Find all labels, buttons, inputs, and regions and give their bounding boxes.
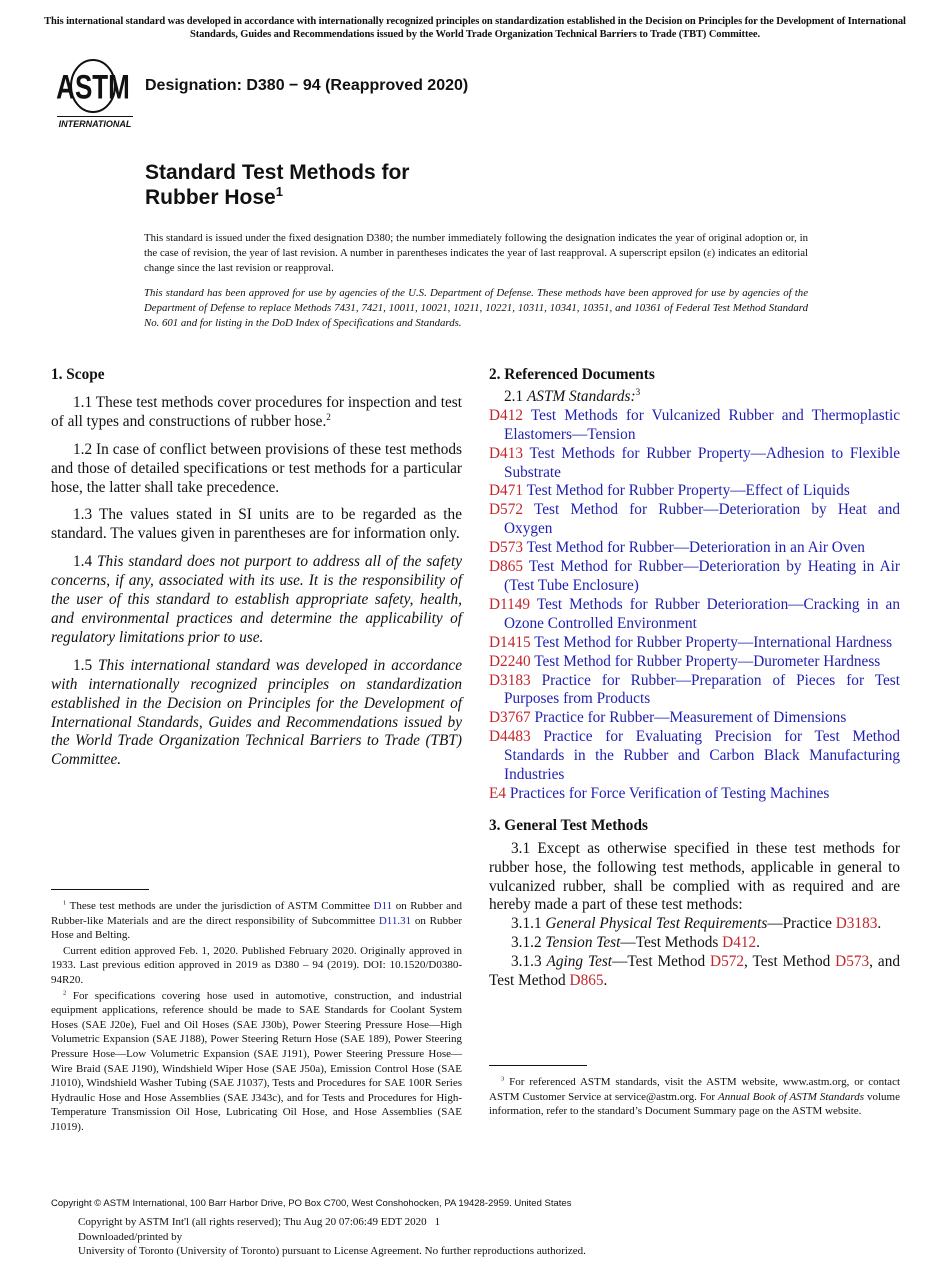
- reference-code[interactable]: D572: [489, 501, 523, 519]
- para-1-3: 1.3 The values stated in SI units are to be regarded as the standard. The values given in parentheses are for information only.: [51, 506, 462, 543]
- footnote-ref-2[interactable]: 2: [326, 411, 331, 422]
- designation: Designation: D380 − 94 (Reapproved 2020): [145, 77, 469, 94]
- preamble-dod: This standard has been approved for use by agencies of the U.S. Department of Defense. These methods have been approved for use by agencies of the Department of Defense to replace Methods 7431, 7421, 10011, 10021, 10211, 10221, 10311, 10341, 10351, and 10361 of Federal Test Method Standard No. 601 and for listing in the DoD Index of Specifications and Standards.: [144, 287, 808, 329]
- reference-code[interactable]: D2240: [489, 652, 531, 670]
- reference-code[interactable]: E4: [489, 784, 506, 802]
- page-number: 1: [434, 1216, 441, 1228]
- preamble-issued: This standard is issued under the fixed designation D380; the number immediately following the designation indicates the year of original adoption or, in the case of revision, the year of last revision. A number in parentheses indicates the year of last reapproval. A superscript epsilon (ε) indicates an editorial change since the last revision or reapproval.: [144, 232, 808, 274]
- para-3-1-1: 3.1.1 General Physical Test Requirements—Practice D3183.: [511, 915, 882, 933]
- title-footnote-ref[interactable]: 1: [275, 184, 283, 199]
- reference-code[interactable]: D3183: [489, 671, 531, 689]
- reference-item[interactable]: [489, 634, 900, 653]
- para-1-1: 1.1 These test methods cover procedures for inspection and test of all types and constructions of rubber hose.$^2$: [51, 393, 462, 430]
- reference-title[interactable]: Test Method for Rubber—Deterioration in an Air Oven: [526, 539, 865, 557]
- footnote-1: $^1$ These test methods are under the jurisdiction of ASTM Committee D11 on Rubber and Rubber-like Materials and are the direct responsibility of Subcommittee D11.31 on Rubber Hose and Belting.: [51, 899, 463, 942]
- reference-item[interactable]: [489, 709, 900, 728]
- footnote-divider-right: [489, 1065, 587, 1066]
- reference-item[interactable]: [489, 407, 900, 445]
- reference-title[interactable]: Practice for Evaluating Precision for Test Method Standards in the Rubber and Carbon Black Manufacturing Industries: [504, 728, 901, 784]
- section-referenced-documents: [489, 366, 900, 991]
- reference-code[interactable]: D413: [489, 444, 523, 462]
- reference-title[interactable]: Test Methods for Rubber Property—Adhesion to Flexible Substrate: [504, 444, 900, 481]
- reference-item[interactable]: [489, 501, 900, 539]
- astm-logo: [55, 58, 135, 130]
- footnote-ref-3[interactable]: 3: [635, 386, 641, 397]
- reference-title[interactable]: Practices for Force Verification of Testing Machines: [509, 784, 830, 802]
- footnote-3: $^3$ For referenced ASTM standards, visit the ASTM website, www.astm.org, or contact ASTM Customer Service at service@astm.org. For Annual Book of ASTM Standards volume information, refer to the standard’s Document Summary page on the ASTM website.: [489, 1075, 901, 1118]
- link-d412[interactable]: D412: [722, 934, 757, 952]
- top-notice: This international standard was developed in accordance with internationally recognized principles on standardization established in the Decision on Principles for the Development of International Standards, Guides and Recommendations issued by the World Trade Organization Technical Barriers to Trade (TBT) Committee.: [44, 16, 906, 40]
- reference-title[interactable]: Test Method for Rubber Property—Effect of Liquids: [526, 482, 850, 500]
- para-1-2: 1.2 In case of conflict between provisions of these test methods and those of detailed specifications or test methods for a particular hose, the latter shall take precedence.: [51, 440, 462, 496]
- para-3-1-3: 3.1.3 Aging Test—Test Method D572, Test Method D573, and Test Method D865.: [489, 953, 900, 990]
- copyright-notice: Copyright © ASTM International, 100 Barr Harbor Drive, PO Box C700, West Conshohocken, PA 19428-2959. United States: [51, 1198, 572, 1209]
- reference-item[interactable]: [489, 482, 900, 501]
- reference-title[interactable]: Test Method for Rubber—Deterioration by Heating in Air (Test Tube Enclosure): [504, 558, 900, 594]
- reference-item[interactable]: [489, 728, 900, 785]
- reference-item[interactable]: [489, 558, 900, 596]
- link-d11-31[interactable]: D11.31: [378, 914, 412, 927]
- link-d573[interactable]: D573: [835, 953, 870, 971]
- refdocs-heading: 2. Referenced Documents: [489, 366, 655, 383]
- title-line-1: Standard Test Methods for: [145, 161, 410, 184]
- reference-item[interactable]: [489, 445, 900, 483]
- reference-title[interactable]: Test Method for Rubber Property—Durometer Hardness: [534, 652, 881, 670]
- para-3-1: 3.1 Except as otherwise specified in these test methods for rubber hose, the following test methods, applicable in general to vulcanized rubber, shall be complied with as required and are hereby made a part of these test methods:: [489, 839, 900, 914]
- reference-code[interactable]: D3767: [489, 709, 531, 727]
- reference-title[interactable]: Test Methods for Vulcanized Rubber and Thermoplastic Elastomers—Tension: [504, 406, 900, 443]
- svg-text:ASTM: ASTM: [56, 69, 130, 107]
- link-d572[interactable]: D572: [710, 953, 745, 971]
- link-d865[interactable]: D865: [569, 972, 604, 990]
- download-info: Copyright by ASTM Int'l (all rights reserved); Thu Aug 20 07:06:49 EDT 2020 1 Downloaded/printed by University of Toronto (University of Toronto) pursuant to License Agreement. No further reproductions authorized.: [78, 1216, 586, 1258]
- link-d3183[interactable]: D3183: [835, 915, 878, 933]
- general-heading: 3. General Test Methods: [489, 816, 648, 834]
- reference-item[interactable]: [489, 596, 900, 634]
- reference-code[interactable]: D573: [489, 539, 523, 557]
- section-scope: [51, 366, 462, 779]
- reference-title[interactable]: Test Method for Rubber—Deterioration by Heat and Oxygen: [504, 501, 900, 538]
- page-title: [145, 160, 409, 210]
- reference-code[interactable]: D865: [489, 558, 523, 576]
- reference-item[interactable]: [489, 785, 900, 804]
- reference-title[interactable]: Test Methods for Rubber Deterioration—Cracking in an Ozone Controlled Environment: [504, 595, 900, 632]
- reference-title[interactable]: Test Method for Rubber Property—International Hardness: [534, 633, 893, 651]
- title-line-2: Rubber Hose: [145, 186, 276, 209]
- para-3-1-2: 3.1.2 Tension Test—Test Methods D412.: [511, 934, 760, 952]
- reference-title[interactable]: Practice for Rubber—Preparation of Pieces for Test Purposes from Products: [504, 671, 900, 708]
- para-1-5: 1.5 This international standard was developed in accordance with internationally recognized principles on standardization established in the Decision on Principles for the Development of International Standards, Guides and Recommendations issued by the World Trade Organization Technical Barriers to Trade (TBT) Committee.: [51, 656, 462, 769]
- link-d11[interactable]: D11: [373, 900, 393, 912]
- para-1-4: 1.4 This standard does not purport to address all of the safety concerns, if any, associated with its use. It is the responsibility of the user of this standard to establish appropriate safety, health, and environmental practices and determine the applicability of regulatory limitations prior to use.: [51, 553, 463, 646]
- reference-list: [489, 407, 900, 804]
- reference-code[interactable]: D1415: [489, 633, 531, 651]
- reference-code[interactable]: D471: [489, 482, 523, 500]
- svg-text:INTERNATIONAL: INTERNATIONAL: [58, 119, 132, 129]
- astm-standards-label: 2.1 ASTM Standards:$^3$: [504, 386, 641, 405]
- reference-code[interactable]: D412: [489, 406, 523, 424]
- reference-item[interactable]: [489, 672, 900, 710]
- reference-item[interactable]: [489, 653, 900, 672]
- footnote-divider: [51, 889, 149, 890]
- footnote-2: $^2$ For specifications covering hose used in automotive, construction, and industrial equipment applications, reference should be made to SAE Standards for Coolant System Hoses (SAE J20e), Fuel and Oil Hoses (SAE J30b), Power Steering Pressure Hose—High Volumetric Expansion (SAE J188), Power Steering Return Hose (SAE 189), Power Steering Pressure Hose—Low Volumetric Expansion (SAE J191), Power Steering Pressure Hose—Wire Braid (SAE J190), Windshield Wiper Hose (SAE J50a), Emission Control Hose (SAE J1010), Windshield Washer Tubing (SAE J1037), Tests and Procedures for SAE 100R Series Hydraulic Hose and Hose Assemblies (SAE J343c), and for Tests and Procedures for High-Temperature Transmission Oil Hose, Lubricating Oil Hose, and Hose Assemblies (SAE J1019).: [51, 988, 462, 1133]
- reference-title[interactable]: Practice for Rubber—Measurement of Dimensions: [534, 709, 847, 727]
- footnotes-left: [51, 899, 462, 1135]
- reference-code[interactable]: D1149: [489, 595, 531, 613]
- scope-heading: 1. Scope: [51, 366, 105, 383]
- reference-code[interactable]: D4483: [489, 728, 531, 746]
- edition-note: Current edition approved Feb. 1, 2020. Published February 2020. Originally approved in 1933. Last previous edition approved in 2019 as D380 – 94 (2019). DOI: 10.1520/D0380-94R20.: [51, 944, 462, 986]
- reference-item[interactable]: [489, 539, 900, 558]
